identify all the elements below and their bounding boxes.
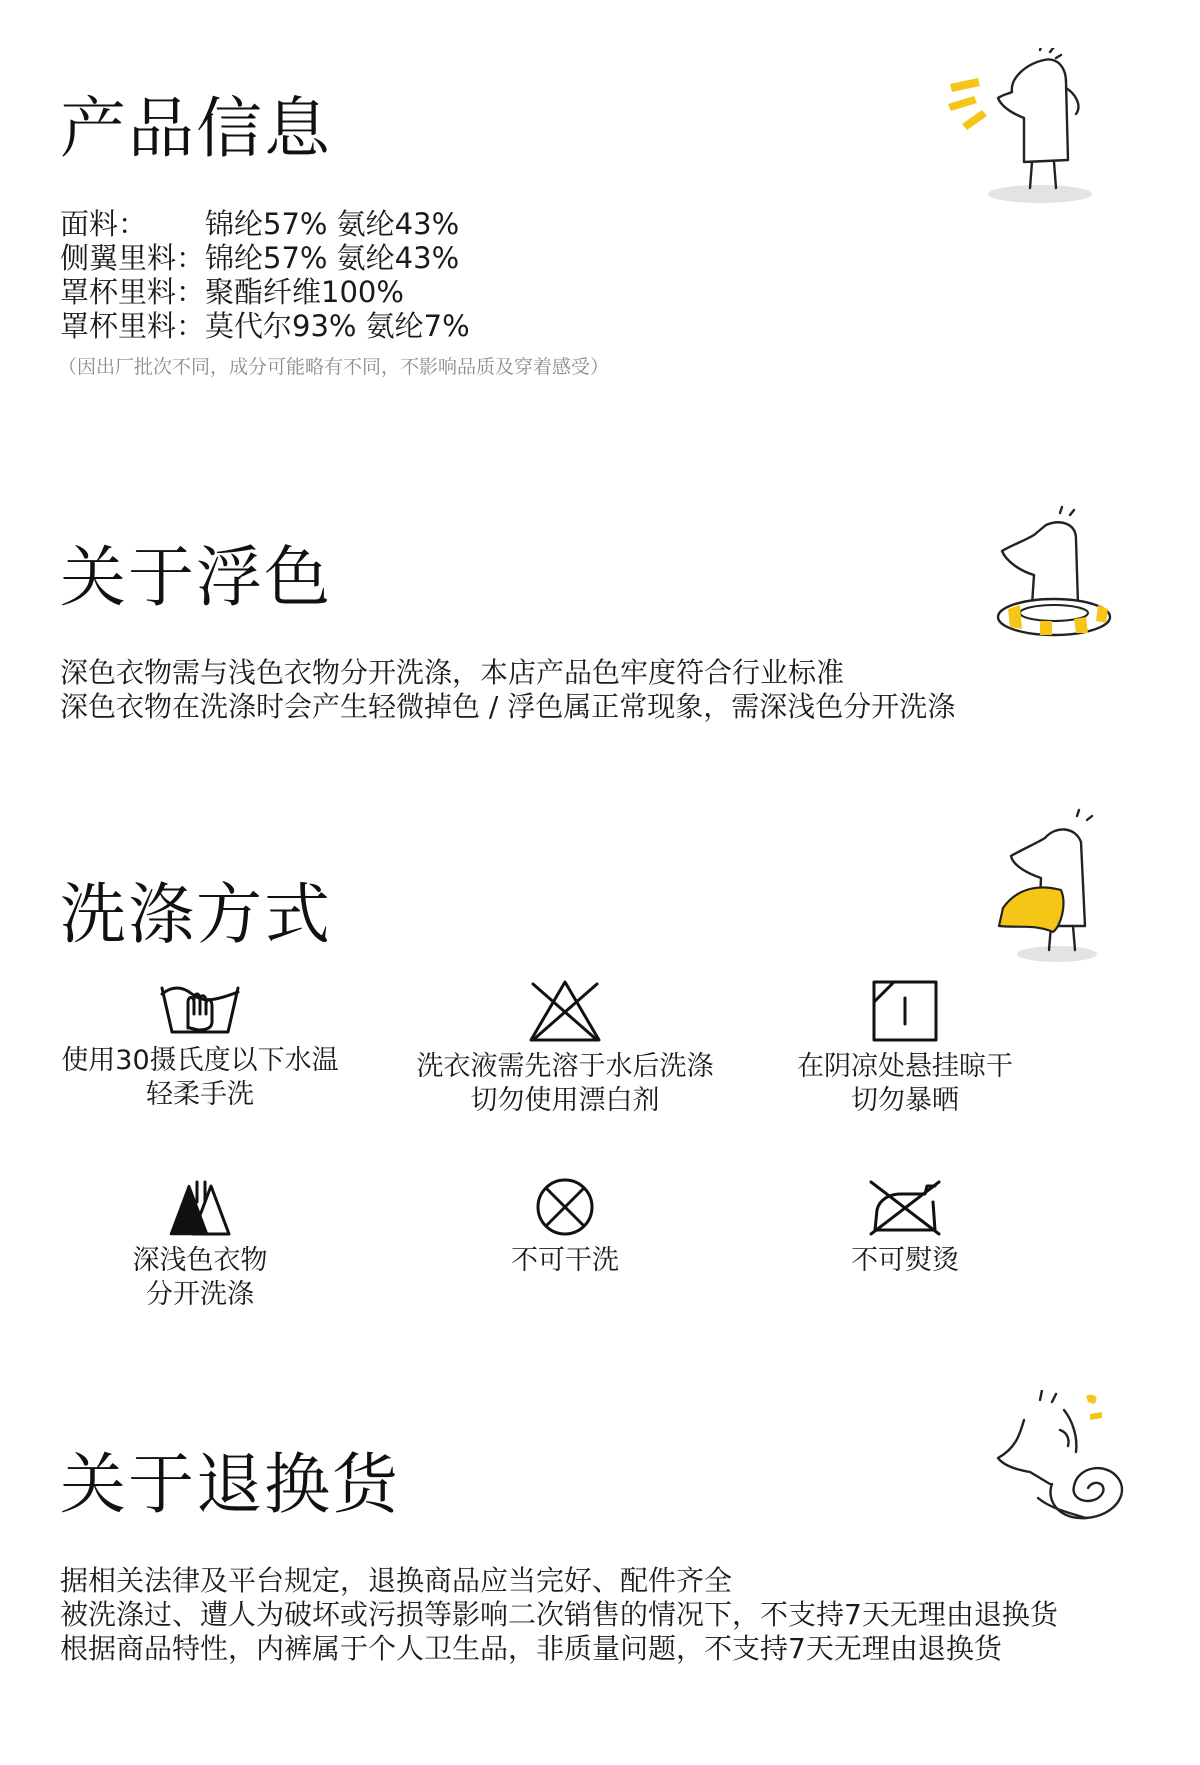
care-text bbox=[735, 1244, 1075, 1278]
care-item-separate-colors bbox=[30, 1180, 370, 1312]
material-row bbox=[60, 309, 470, 343]
care-item-no-iron bbox=[735, 1176, 1075, 1278]
hand-wash-icon bbox=[158, 978, 242, 1038]
mascot-snail-icon bbox=[990, 1390, 1140, 1540]
washing-title: 洗涤方式 bbox=[60, 876, 332, 953]
material-label: 罩杯里料： bbox=[60, 309, 206, 343]
material-label: 面料： bbox=[60, 207, 148, 241]
material-row bbox=[60, 207, 470, 241]
care-line: 深浅色衣物 bbox=[132, 1245, 268, 1276]
no-bleach-icon bbox=[527, 978, 603, 1044]
fading-line: 深色衣物在洗涤时会产生轻微掉色 / 浮色属正常现象，需深浅色分开洗涤 bbox=[60, 690, 956, 723]
care-line: 不可干洗 bbox=[511, 1245, 619, 1276]
fading-line: 深色衣物需与浅色衣物分开洗涤，本店产品色牢度符合行业标准 bbox=[60, 656, 845, 689]
mascot-towel-icon bbox=[995, 808, 1135, 968]
returns-paragraph bbox=[60, 1564, 1058, 1666]
material-label: 侧翼里料： bbox=[60, 241, 206, 275]
materials-note: （因出厂批次不同，成分可能略有不同，不影响品质及穿着感受） bbox=[58, 356, 610, 378]
care-line: 切勿使用漂白剂 bbox=[470, 1085, 660, 1116]
material-value: 锦纶57% 氨纶43% bbox=[205, 241, 460, 275]
care-line: 切勿暴晒 bbox=[851, 1085, 959, 1116]
materials-list bbox=[60, 207, 470, 343]
care-line: 洗衣液需先溶于水后洗涤 bbox=[416, 1051, 714, 1082]
care-item-shade-dry bbox=[735, 978, 1075, 1118]
fading-paragraph bbox=[60, 656, 955, 724]
color-fading-title: 关于浮色 bbox=[60, 539, 332, 616]
mascot-shouting-icon bbox=[940, 48, 1110, 208]
material-label: 罩杯里料： bbox=[60, 275, 206, 309]
care-line: 在阴凉处悬挂晾干 bbox=[797, 1051, 1013, 1082]
returns-line: 被洗涤过、遭人为破坏或污损等影响二次销售的情况下，不支持7天无理由退换货 bbox=[60, 1598, 1058, 1631]
care-item-no-bleach bbox=[395, 978, 735, 1118]
care-line: 不可熨烫 bbox=[851, 1245, 959, 1276]
returns-title: 关于退换货 bbox=[60, 1446, 400, 1523]
returns-line: 据相关法律及平台规定，退换商品应当完好、配件齐全 bbox=[60, 1564, 733, 1597]
care-item-hand-wash bbox=[30, 978, 370, 1112]
material-value: 锦纶57% 氨纶43% bbox=[205, 207, 460, 241]
care-text bbox=[395, 1244, 735, 1278]
care-item-no-dry-clean bbox=[395, 1176, 735, 1278]
shade-dry-icon bbox=[870, 978, 940, 1044]
separate-colors-icon bbox=[167, 1180, 233, 1238]
no-dry-clean-icon bbox=[534, 1176, 596, 1238]
mascot-swim-ring-icon bbox=[990, 505, 1130, 645]
material-row bbox=[60, 241, 470, 275]
care-line: 使用30摄氏度以下水温 bbox=[61, 1045, 339, 1076]
care-text bbox=[30, 1244, 370, 1312]
care-text bbox=[395, 1050, 735, 1118]
material-row bbox=[60, 275, 470, 309]
care-text bbox=[735, 1050, 1075, 1118]
no-iron-icon bbox=[869, 1176, 941, 1238]
product-info-title: 产品信息 bbox=[60, 90, 332, 167]
returns-line: 根据商品特性，内裤属于个人卫生品，非质量问题，不支持7天无理由退换货 bbox=[60, 1632, 1002, 1665]
care-line: 分开洗涤 bbox=[146, 1279, 254, 1310]
material-value: 聚酯纤维100% bbox=[205, 275, 404, 309]
care-text bbox=[30, 1044, 370, 1112]
material-value: 莫代尔93% 氨纶7% bbox=[205, 309, 470, 343]
care-line: 轻柔手洗 bbox=[146, 1079, 254, 1110]
